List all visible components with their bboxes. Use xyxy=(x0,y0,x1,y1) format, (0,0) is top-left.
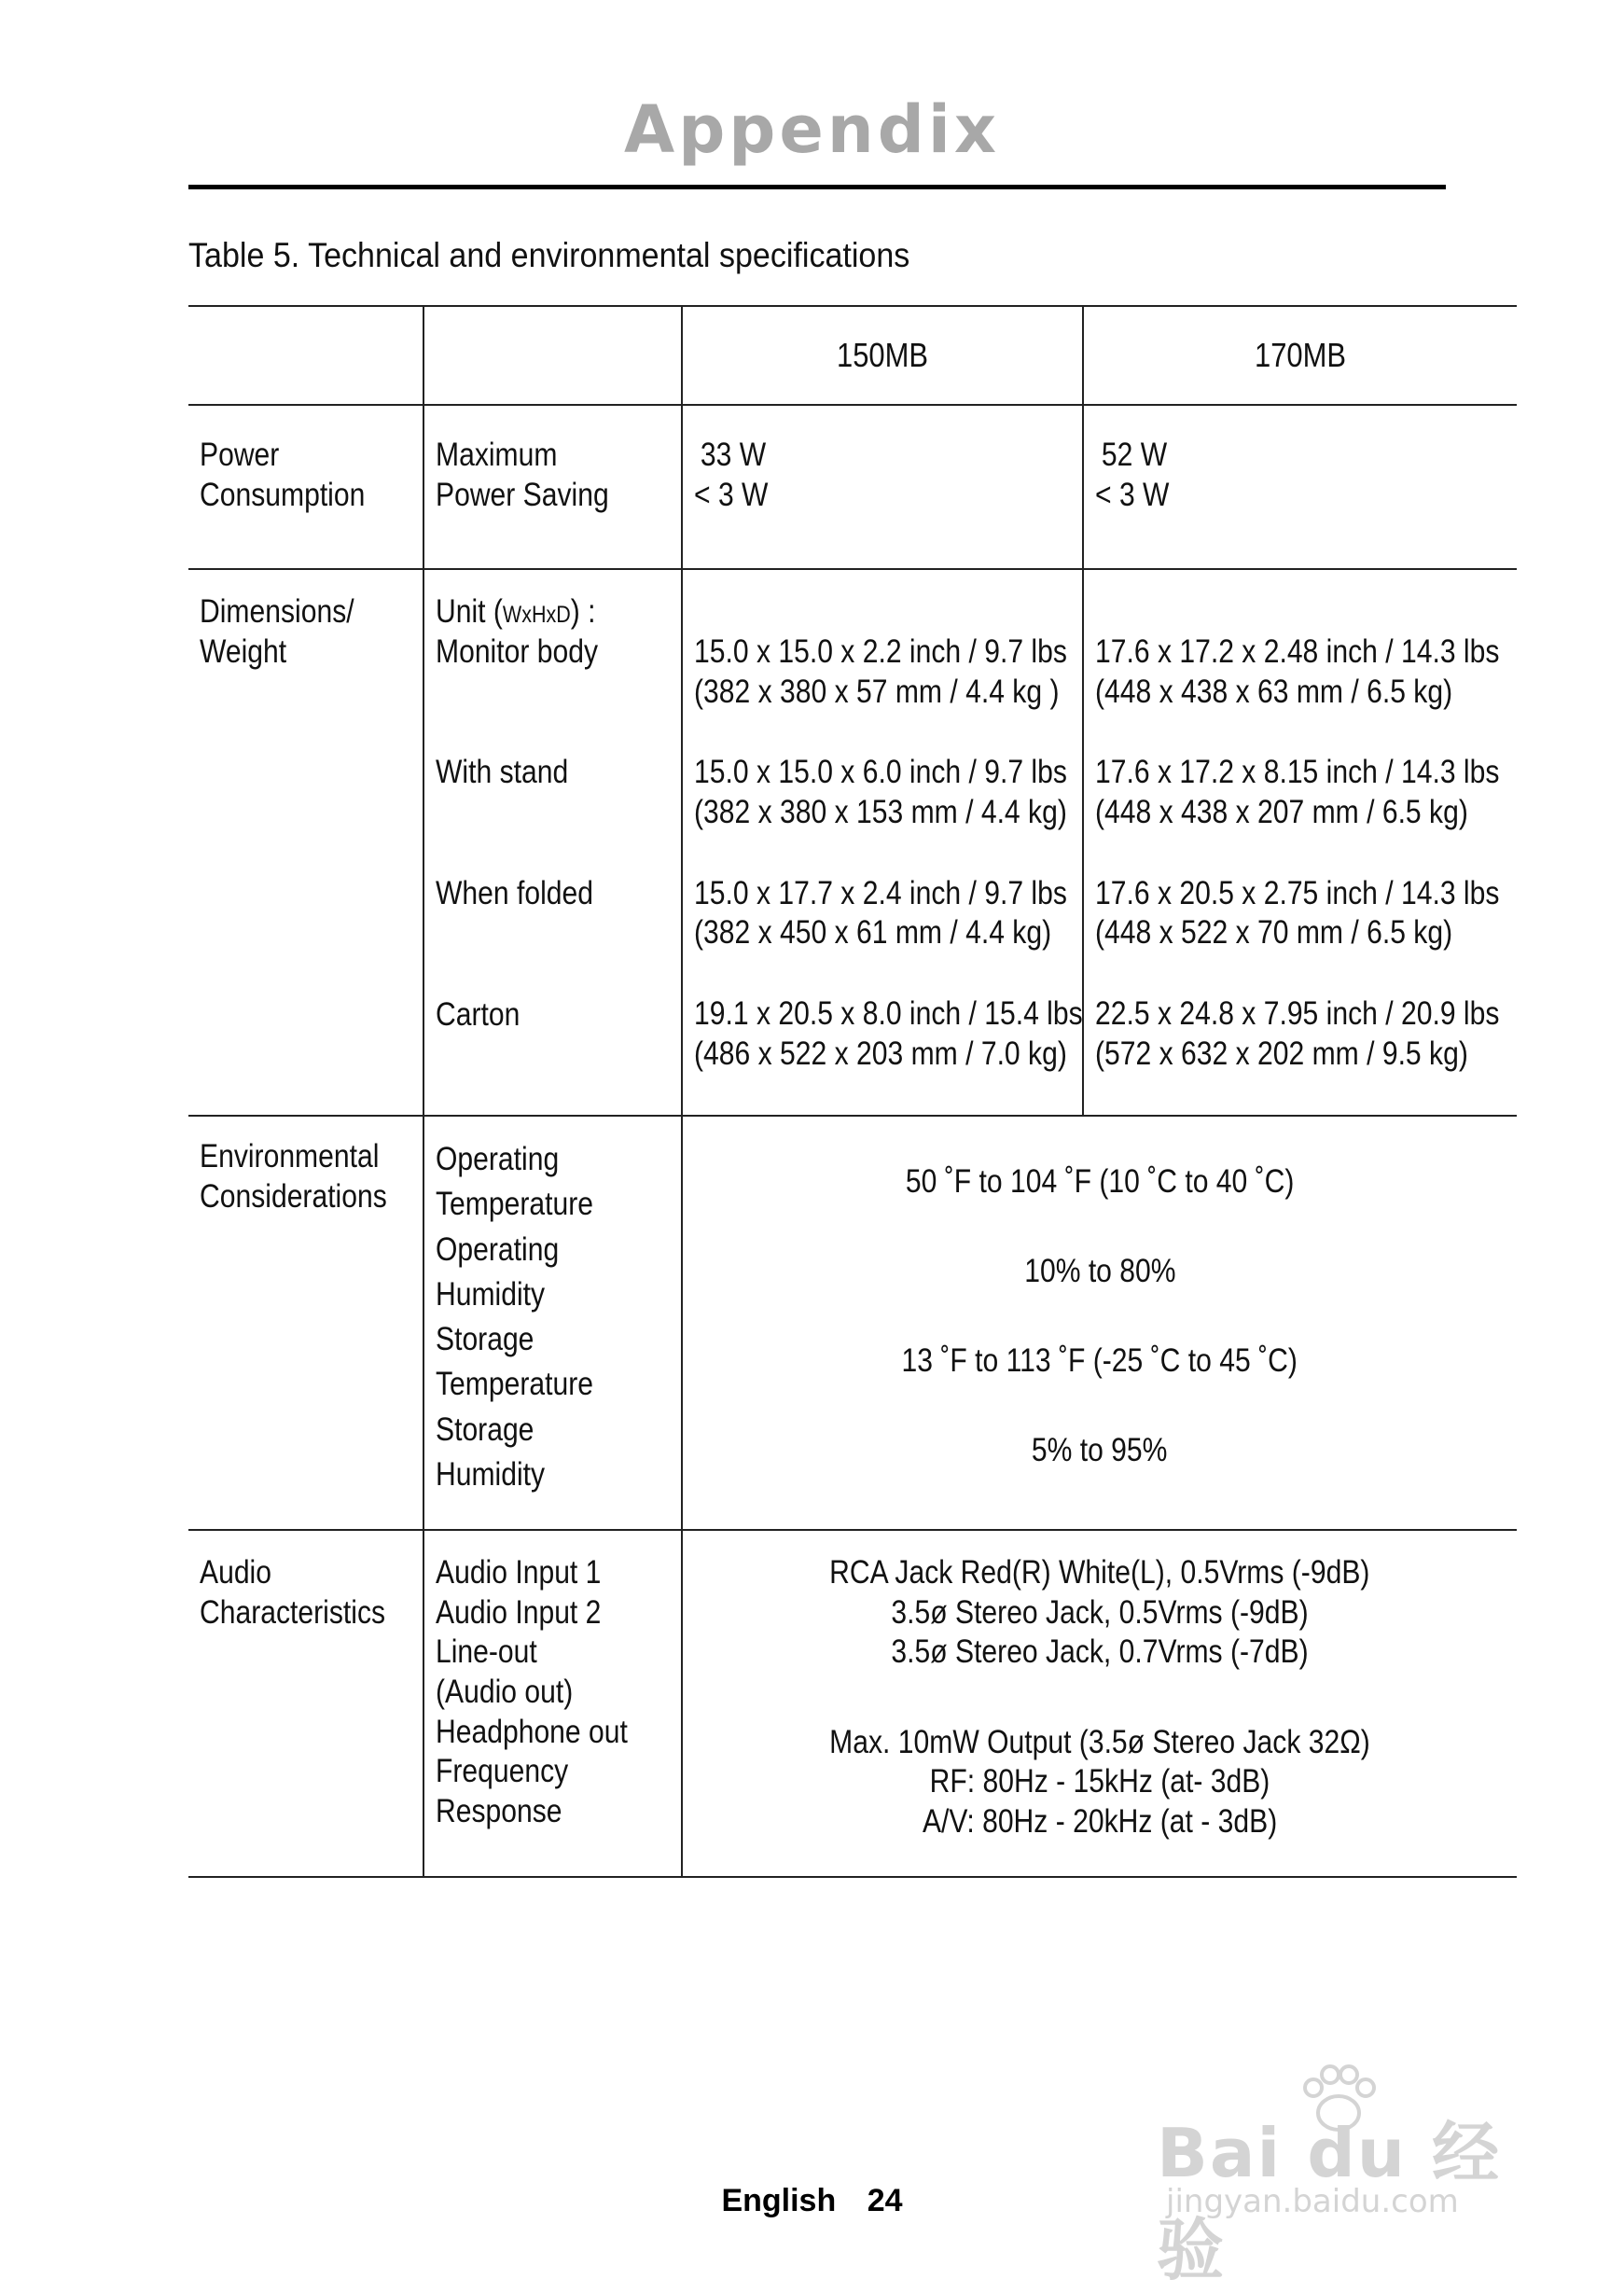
env-value: 50 ˚F to 104 ˚F (10 ˚C to 40 ˚C) xyxy=(905,1163,1295,1200)
power-170mb: 52 W < 3 W xyxy=(1083,405,1517,569)
dim-row-name: When folded xyxy=(436,875,594,912)
page-title: Appendix xyxy=(624,91,1000,168)
spec-table xyxy=(188,305,1517,1878)
dimensions-sublabels xyxy=(423,569,682,1116)
header-model-170mb: 170MB xyxy=(1083,306,1517,405)
environment-label: Environmental Considerations xyxy=(200,1138,387,1215)
power-label: Power Consumption xyxy=(200,437,366,513)
header-cell-empty-1 xyxy=(188,306,423,405)
audio-values: RCA Jack Red(R) White(L), 0.5Vrms (-9dB) 3.5ø Stereo Jack, 0.5Vrms (-9dB) 3.5ø Stereo Jack, 0.7Vrms (-7dB) Max. 10mW Output (3.5ø Stereo Jack 32Ω) RF: 80Hz - 15kHz (at- 3dB) A/V: 80Hz - 20kHz (at - 3dB) xyxy=(682,1530,1517,1877)
dimensions-row xyxy=(188,569,1517,1116)
environment-sublabels: Operating Temperature Operating Humidity Storage Temperature Storage Humidity xyxy=(423,1116,682,1530)
power-row xyxy=(188,405,1517,569)
unit-label: Unit (WxHxD) : xyxy=(436,593,596,630)
footer-language: English xyxy=(721,2183,837,2218)
env-value: 13 ˚F to 113 ˚F (-25 ˚C to 45 ˚C) xyxy=(901,1342,1298,1379)
dimensions-150mb: 15.0 x 15.0 x 2.2 inch / 9.7 lbs (382 x 380 x 57 mm / 4.4 kg ) 15.0 x 15.0 x 6.0 inch / 9.7 lbs (382 x 380 x 153 mm / 4.4 kg) 15.0 x 17.7 x 2.4 inch / 9.7 lbs (382 x 450 x 61 mm / 4.4 kg) 19.1 x 20.5 x 8.0 inch / 15.4 lbs (486 x 522 x 203 mm / 7.0 kg) xyxy=(682,569,1083,1116)
title-rule xyxy=(188,185,1446,189)
power-sublabels: Maximum Power Saving xyxy=(423,405,682,569)
audio-label: Audio Characteristics xyxy=(200,1554,386,1631)
header-cell-empty-2 xyxy=(423,306,682,405)
environment-values xyxy=(682,1116,1517,1530)
env-value: 10% to 80% xyxy=(1023,1253,1176,1289)
env-value: 5% to 95% xyxy=(1032,1432,1168,1468)
audio-sublabels: Audio Input 1 Audio Input 2 Line-out (Audio out) Headphone out Frequency Response xyxy=(423,1530,682,1877)
page-footer xyxy=(0,2183,1624,2219)
header-model-150mb: 150MB xyxy=(682,306,1083,405)
watermark-url: jingyan.baidu.com xyxy=(1166,2183,1459,2220)
dimensions-170mb: 17.6 x 17.2 x 2.48 inch / 14.3 lbs (448 x 438 x 63 mm / 6.5 kg) 17.6 x 17.2 x 8.15 inch / 14.3 lbs (448 x 438 x 207 mm / 6.5 kg) 17.6 x 20.5 x 2.75 inch / 14.3 lbs (448 x 522 x 70 mm / 6.5 kg) 22.5 x 24.8 x 7.95 inch / 20.9 lbs (572 x 632 x 202 mm / 9.5 kg) xyxy=(1083,569,1517,1116)
table-caption: Table 5. Technical and environmental specifications xyxy=(188,236,910,274)
dim-row-name: Carton xyxy=(436,995,521,1033)
power-150mb: 33 W < 3 W xyxy=(682,405,1083,569)
environment-row xyxy=(188,1116,1517,1530)
watermark-brand: Bai du 经验 xyxy=(1157,2114,1502,2289)
dim-row-name: Monitor body xyxy=(436,632,599,670)
dim-row-name: With stand xyxy=(436,754,569,791)
audio-row xyxy=(188,1530,1517,1877)
page-number: 24 xyxy=(867,2183,903,2218)
dimensions-label: Dimensions/ Weight xyxy=(200,593,354,670)
header-row xyxy=(188,306,1517,405)
